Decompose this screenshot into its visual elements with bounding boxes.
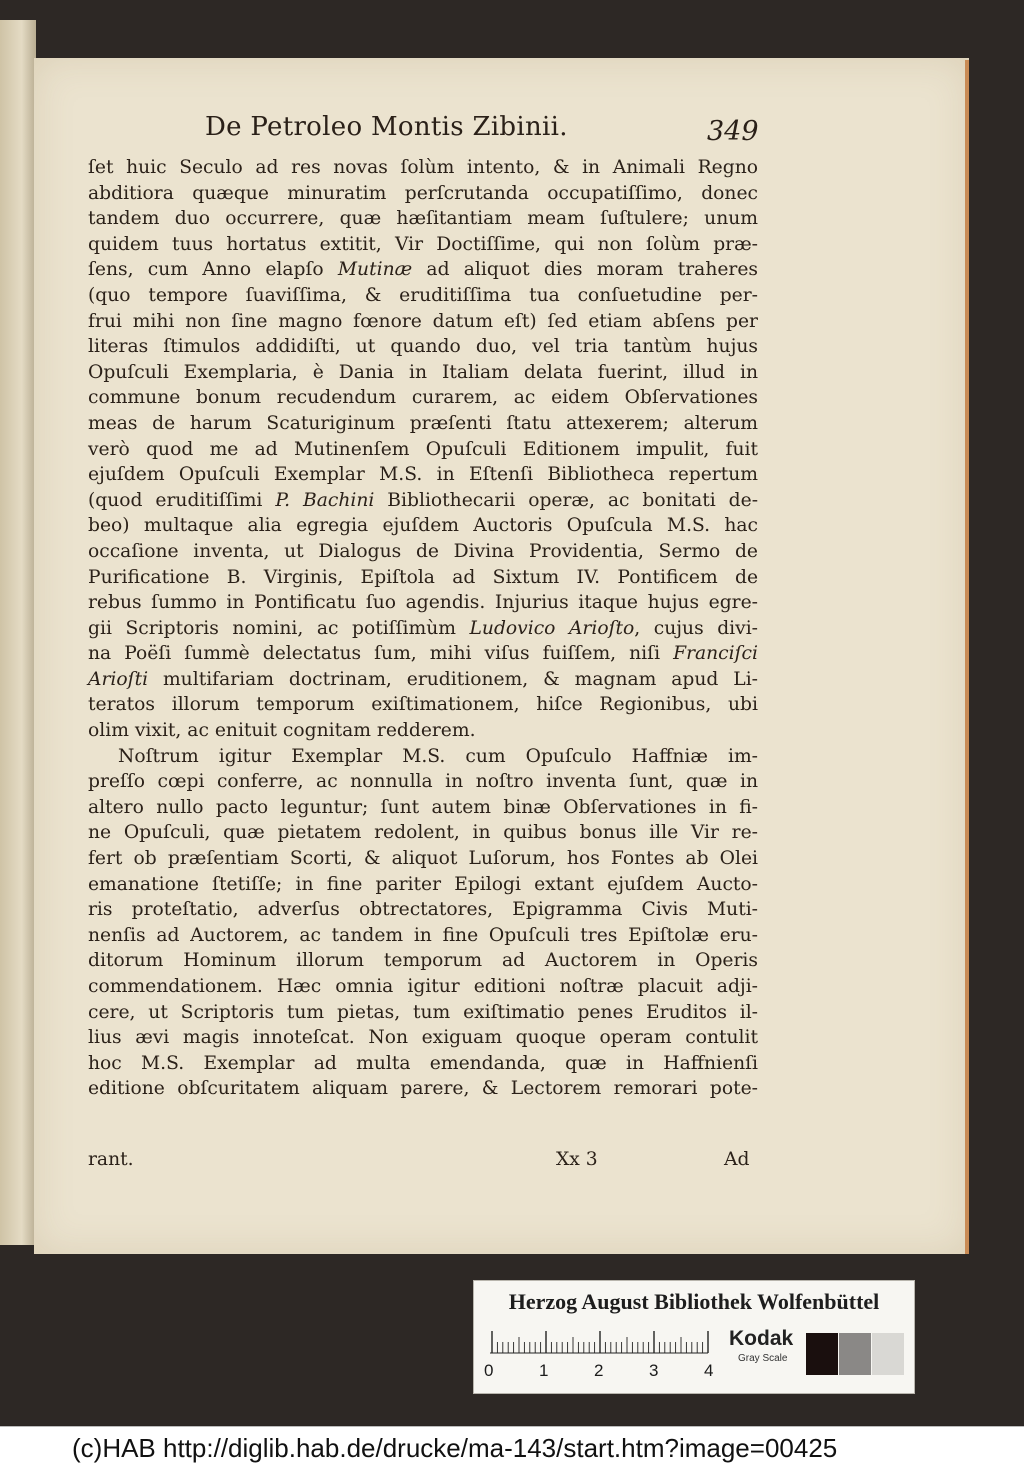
color-calibration-card bbox=[473, 1280, 915, 1394]
text-line: commendationem. Hæc omnia igitur editioni noſtræ placuit adji- bbox=[88, 976, 758, 997]
text-line: hoc M.S. Exemplar ad multa emendanda, quæ in Haffnienſi bbox=[88, 1052, 758, 1074]
previous-page-edge bbox=[0, 20, 36, 1245]
text-line: gii Scriptoris nomini, ac potiſſimùm Ludovico Arioſto, cujus divi- bbox=[88, 617, 758, 639]
running-head: De Petroleo Montis Zibinii. bbox=[205, 112, 568, 142]
text-line: verò quod me ad Mutinenſem Opuſculi Editionem impulit, fuit bbox=[88, 438, 758, 460]
gray-swatches bbox=[806, 1333, 904, 1375]
text-line: beo) multaque alia egregia ejuſdem Auctoris Opuſcula M.S. hac bbox=[88, 515, 758, 537]
body-text bbox=[88, 155, 758, 1102]
ruler-label: 0 bbox=[484, 1361, 494, 1380]
text-line: Opuſculi Exemplaria, è Dania in Italiam delata fuerint, illud in bbox=[88, 361, 758, 383]
text-line: na Poëſi ſummè delectatus ſum, mihi viſus fuiſſem, niſi Franciſci bbox=[88, 643, 758, 665]
kodak-logo: Kodak bbox=[729, 1327, 794, 1350]
text-line: ſens, cum Anno elapſo Mutinæ ad aliquot dies moram traheres bbox=[88, 259, 758, 281]
citation-link[interactable]: (c)HAB http://diglib.hab.de/drucke/ma-143/start.htm?image=00425 bbox=[72, 1433, 838, 1463]
text-line: ſet huic Seculo ad res novas ſolùm intento, & in Animali Regno bbox=[88, 157, 758, 178]
text-line: ne Opuſculi, quæ pietatem redolent, in quibus bonus ille Vir re- bbox=[88, 822, 758, 844]
text-line: Arioſti multifariam doctrinam, eruditionem, & magnam apud Li- bbox=[88, 668, 758, 690]
text-line: teratos illorum temporum exiſtimationem, hiſce Regionibus, ubi bbox=[88, 694, 758, 716]
text-line: occaſione inventa, ut Dialogus de Divina Providentia, Sermo de bbox=[88, 540, 758, 562]
text-line: Noſtrum igitur Exemplar M.S. cum Opuſculo Haffniæ im- bbox=[118, 745, 758, 767]
card-title: Herzog August Bibliothek Wolfenbüttel bbox=[508, 1289, 880, 1314]
text-line: rebus ſummo in Pontificatu ſuo agendis. Injurius itaque hujus egre- bbox=[88, 592, 758, 614]
last-word: rant. bbox=[88, 1149, 134, 1170]
text-line: frui mihi non ſine magno fœnore datum eſt) ſed etiam abſens per bbox=[88, 310, 758, 332]
signature-mark: Xx 3 bbox=[556, 1149, 598, 1170]
text-line: (quo tempore ſuaviſſima, & eruditiſſima tua conſuetudine per- bbox=[88, 284, 758, 306]
text-line: fert ob præſentiam Scorti, & aliquot Luſorum, hos Fontes ab Olei bbox=[88, 848, 758, 870]
text-line: editione obſcuritatem aliquam parere, & Lectorem remorari pote- bbox=[88, 1078, 758, 1100]
ruler-label: 2 bbox=[594, 1361, 604, 1380]
text-line: Purificatione B. Virginis, Epiſtola ad Sixtum IV. Pontificem de bbox=[88, 566, 758, 588]
page-footer-line bbox=[88, 1149, 758, 1175]
gray-scale-label: Gray Scale bbox=[738, 1353, 788, 1364]
gray-swatch bbox=[839, 1333, 871, 1375]
text-line: literas ſtimulos addidiſti, ut quando duo, vel tria tantùm hujus bbox=[88, 336, 758, 358]
page-number: 349 bbox=[707, 116, 759, 147]
text-line: altero nullo pacto leguntur; ſunt autem binæ Obſervationes in fi- bbox=[88, 796, 758, 818]
text-line: tandem duo occurrere, quæ hæſitantiam meam ſuſtulere; unum bbox=[88, 208, 758, 230]
ruler-labels bbox=[484, 1361, 724, 1383]
ruler-label: 1 bbox=[539, 1361, 549, 1380]
text-line: ris proteſtatio, adverſus obtrectatores, Epigramma Civis Muti- bbox=[88, 899, 758, 921]
ruler-scale bbox=[488, 1329, 710, 1355]
text-line: commune bonum recudendum curarem, ac eidem Obſervationes bbox=[88, 387, 758, 409]
text-line: olim vixit, ac enituit cognitam redderem. bbox=[88, 720, 476, 742]
text-line: nenſis ad Auctorem, ac tandem in fine Opuſculi tres Epiſtolæ eru- bbox=[88, 924, 758, 946]
gray-swatch bbox=[872, 1333, 904, 1375]
text-line: cere, ut Scriptoris tum pietas, tum exiſtimatio penes Eruditos il- bbox=[88, 1001, 758, 1023]
text-line: abditiora quæque minuratim perſcrutanda occupatiſſimo, donec bbox=[88, 182, 758, 204]
citation-footer bbox=[0, 1426, 1024, 1471]
page-edge-stain bbox=[965, 60, 969, 1254]
ruler-label: 3 bbox=[649, 1361, 659, 1380]
text-line: ejuſdem Opuſculi Exemplar M.S. in Eſtenſi Bibliotheca repertum bbox=[88, 464, 758, 486]
text-line: quidem tuus hortatus extitit, Vir Doctiſſime, qui non ſolùm præ- bbox=[88, 233, 758, 255]
text-line: preſſo cœpi conferre, ac nonnulla in noſtro inventa ſunt, quæ in bbox=[88, 771, 758, 793]
text-line: emanatione ſtetiſſe; in fine pariter Epilogi extant ejuſdem Aucto- bbox=[88, 873, 758, 895]
text-line: lius ævi magis innoteſcat. Non exiguam quoque operam contulit bbox=[88, 1027, 758, 1049]
text-line: ditorum Hominum illorum temporum ad Auctorem in Operis bbox=[88, 950, 758, 972]
ruler-label: 4 bbox=[704, 1361, 714, 1380]
text-line: meas de harum Scaturiginum præſenti ſtatu attexerem; alterum bbox=[88, 412, 758, 434]
text-line: (quod eruditiſſimi P. Bachini Bibliothecarii operæ, ac bonitati de- bbox=[88, 489, 759, 511]
gray-swatch bbox=[806, 1333, 838, 1375]
catchword: Ad bbox=[724, 1149, 750, 1170]
